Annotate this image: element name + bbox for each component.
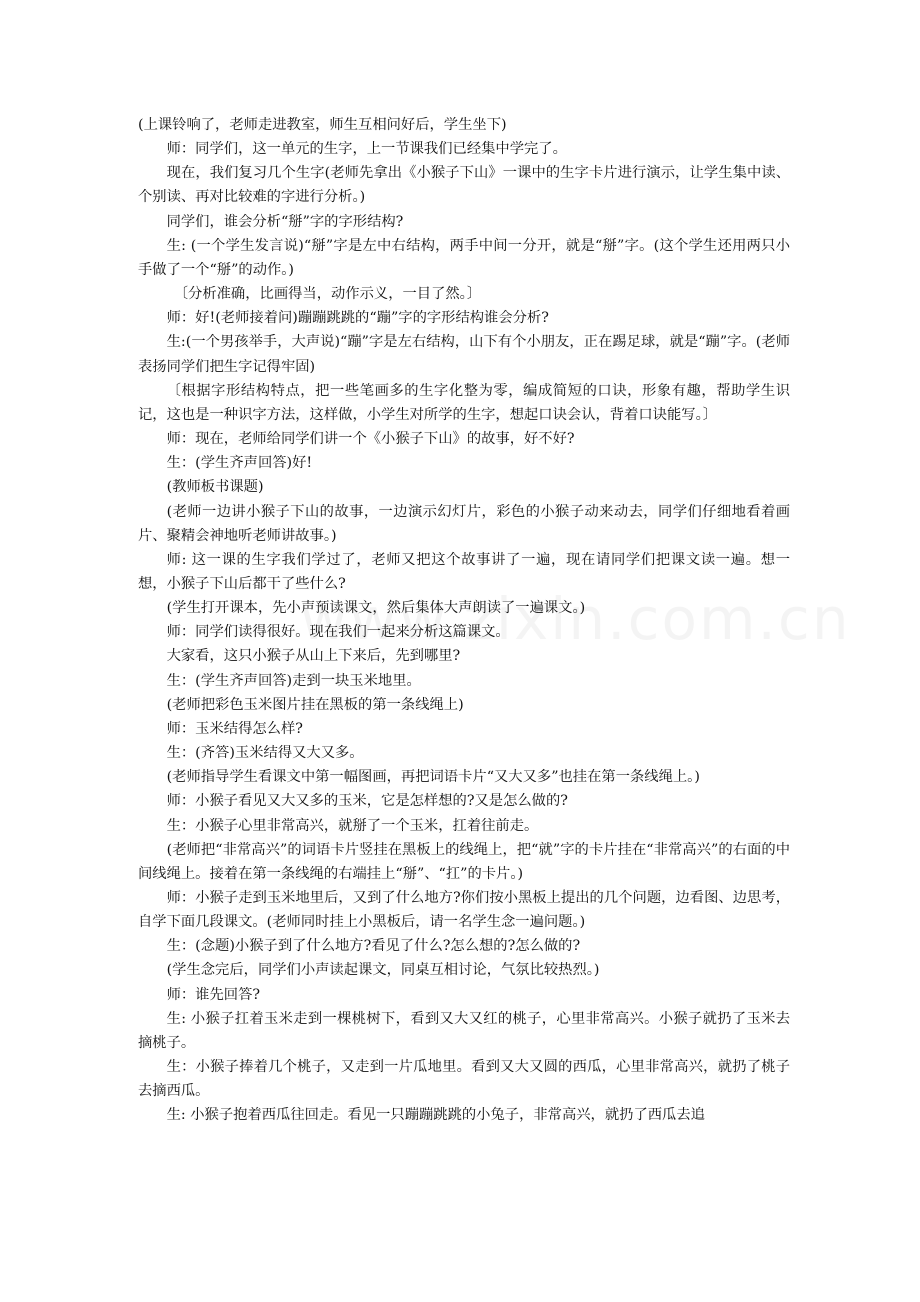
paragraph: 师: 这一课的生字我们学过了，老师又把这个故事讲了一遍，现在请同学们把课文读一遍。想一想，小猴子下山后都干了些什么? xyxy=(138,551,790,592)
paragraph: 师：同学们读得很好。现在我们一起来分析这篇课文。 xyxy=(166,624,510,641)
paragraph: 师：小猴子走到玉米地里后，又到了什么地方?你们按小黑板上提出的几个问题，边看图、边思考，自学下面几段课文。(老师同时挂上小黑板后，请一名学生念一遍问题。) xyxy=(138,890,790,931)
paragraph: 师：现在，老师给同学们讲一个《小猴子下山》的故事，好不好? xyxy=(166,431,575,448)
paragraph: (老师把“非常高兴”的词语卡片竖挂在黑板上的线绳上，把“就”字的卡片挂在“非常高兴”的右面的中间线绳上。接着在第一条线绳的右端挂上“掰”、“扛”的卡片。) xyxy=(138,841,790,882)
paragraph: 生: 小猴子抱着西瓜往回走。看见一只蹦蹦跳跳的小兔子，非常高兴，就扔了西瓜去追 xyxy=(166,1107,705,1124)
paragraph: 同学们，谁会分析“掰”字的字形结构? xyxy=(166,213,404,230)
paragraph: 生：(齐答)玉米结得又大又多。 xyxy=(166,745,364,762)
paragraph: 生: 小猴子扛着玉米走到一棵桃树下，看到又大又红的桃子，心里非常高兴。小猴子就扔了玉米去摘桃子。 xyxy=(138,1010,790,1051)
paragraph: 师：小猴子看见又大又多的玉米，它是怎样想的?又是怎么做的? xyxy=(166,793,568,810)
paragraph: 师：好!(老师接着问)蹦蹦跳跳的“蹦”字的字形结构谁会分析? xyxy=(166,310,549,327)
paragraph: 生：(念题)小猴子到了什么地方?看见了什么?怎么想的?怎么做的? xyxy=(166,938,581,955)
paragraph: 大家看，这只小猴子从山上下来后，先到哪里? xyxy=(166,648,461,665)
paragraph: (学生打开课本，先小声预读课文，然后集体大声朗读了一遍课文。) xyxy=(166,600,586,617)
lesson-transcript xyxy=(138,113,790,1128)
paragraph: 现在，我们复习几个生字(老师先拿出《小猴子下山》一课中的生字卡片进行演示，让学生集中读、个别读、再对比较难的字进行分析。) xyxy=(138,165,790,206)
commentary-note: 〔分析准确，比画得当，动作示义，一目了然。〕 xyxy=(173,286,482,303)
paragraph: 生:(一个男孩举手，大声说)“蹦”字是左右结构，山下有个小朋友，正在踢足球，就是“蹦”字。(老师表扬同学们把生字记得牢固) xyxy=(138,334,790,375)
paragraph: 师：同学们，这一单元的生字，上一节课我们已经集中学完了。 xyxy=(166,141,567,158)
paragraph: (老师一边讲小猴子下山的故事，一边演示幻灯片，彩色的小猴子动来动去，同学们仔细地看着画片、聚精会神地听老师讲故事。) xyxy=(138,503,790,544)
paragraph: (老师指导学生看课文中第一幅图画，再把词语卡片“又大又多”也挂在第一条线绳上。) xyxy=(166,769,700,786)
paragraph: (教师板书课题) xyxy=(166,479,264,496)
paragraph: (学生念完后，同学们小声读起课文，同桌互相讨论，气氛比较热烈。) xyxy=(166,962,600,979)
paragraph: 生：(学生齐声回答)好! xyxy=(166,455,313,472)
paragraph: (老师把彩色玉米图片挂在黑板的第一条线绳上) xyxy=(166,696,464,713)
paragraph: (上课铃响了，老师走进教室，师生互相问好后，学生坐下) xyxy=(138,117,507,133)
paragraph: 师：谁先回答? xyxy=(166,986,261,1003)
paragraph: 生：小猴子心里非常高兴，就掰了一个玉米，扛着往前走。 xyxy=(166,817,539,834)
paragraph: 生：(学生齐声回答)走到一块玉米地里。 xyxy=(166,672,421,689)
paragraph: 生: (一个学生发言说)“掰”字是左中右结构，两手中间一分开，就是“掰”字。(这个学生还用两只小手做了一个“掰”的动作。) xyxy=(138,237,790,278)
commentary-note: 〔根据字形结构特点，把一些笔画多的生字化整为零，编成简短的口诀，形象有趣，帮助学生识记，这也是一种识字方法，这样做，小学生对所学的生字，想起口诀会认，背着口诀能写。〕 xyxy=(138,382,790,423)
paragraph: 生：小猴子捧着几个桃子，又走到一片瓜地里。看到又大又圆的西瓜，心里非常高兴，就扔了桃子去摘西瓜。 xyxy=(138,1059,790,1100)
paragraph: 师：玉米结得怎么样? xyxy=(166,720,303,737)
